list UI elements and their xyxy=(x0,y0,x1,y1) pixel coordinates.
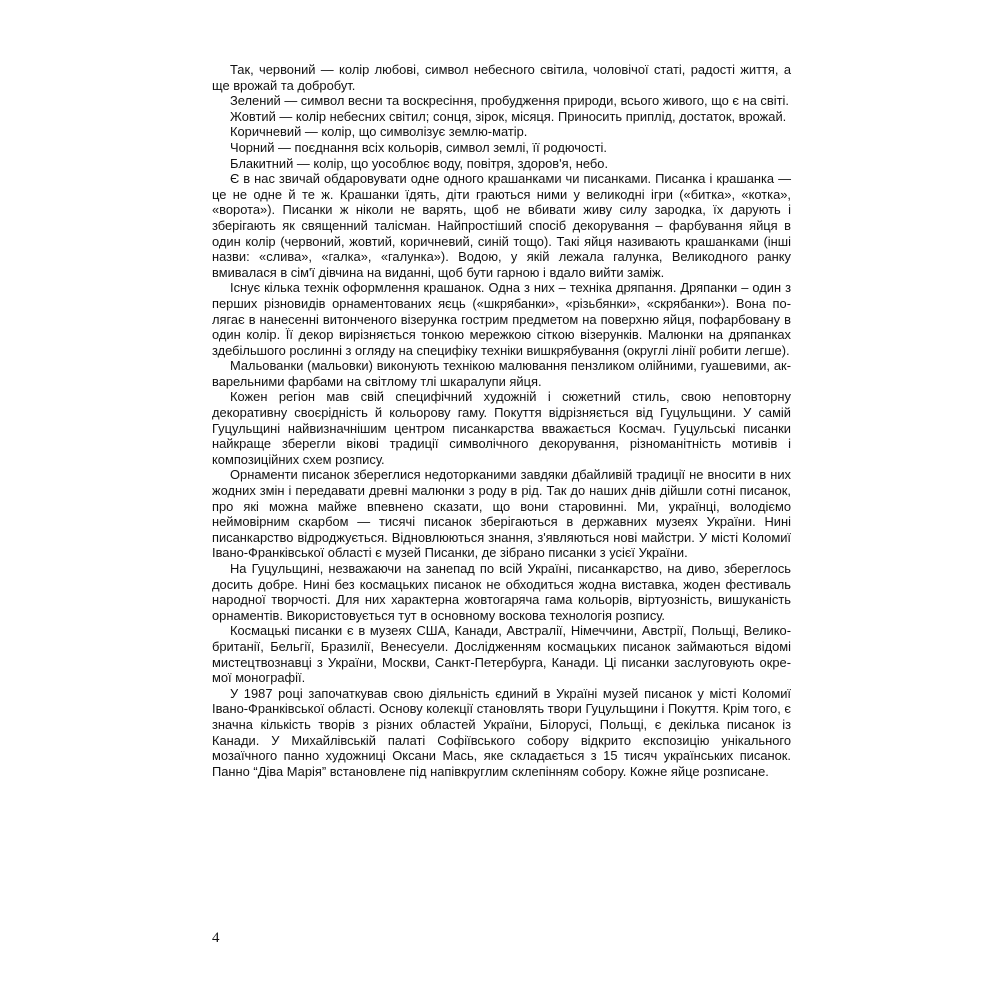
paragraph-ornaments-tradition: Орнаменти писанок збереглися недоторканими завдяки дбайливій традиції не вносити в них жодних змін і передавати древні малюнки з роду в рід. Так до наших днів дійшли сотні писанок, про які можна майже впевнено сказати, що вони старовинні. Ми, українці, володіємо неймовірним скарбом — тисячі писанок зберігаються в державних музеях України. Нині писанкарство відроджується. Відновлюються знання, з'являються нові майстри. У місті Коломиї Івано-Франківської області є музей Писанки, де зібрано писанки з усієї України. xyxy=(212,467,791,561)
paragraph-red-color: Так, червоний — колір любові, символ небесного світила, чоловічої статі, радості життя, а ще врожай та добробут. xyxy=(212,62,791,93)
paragraph-krashanky-custom: Є в нас звичай обдаровувати одне одного крашанками чи писанками. Писанка і крашанка — це не одне й те ж. Крашанки їдять, діти граються ними у великодні ігри («битка», «котка», «ворота»). Писанки ж ніколи не варять, щоб не вбивати живу силу зародка, їх дарують і зберігають як священний талісман. Найпростіший спосіб декорування – фарбування яйця в один колір (червоний, жовтий, коричневий, синій тощо). Такі яйця називають крашанками (інші назви: «слива», «галка», «галунка»). Водою, у якій лежала галунка, Великодного ранку вмивалася в сім'ї дівчина на виданні, щоб бути гарною і вдало вийти заміж. xyxy=(212,171,791,280)
paragraph-black-color: Чорний — поєднання всіх кольорів, символ землі, її родючості. xyxy=(230,139,607,155)
paragraph-malovanky: Мальованки (мальовки) виконують технікою малювання пензликом олійними, гуашевими, акварельними фарбами на світлому тлі шкаралупи яйця. xyxy=(212,358,791,389)
paragraph-regional-style: Кожен регіон мав свій специфічний художній і сюжетний стиль, свою неповторну декоративну своєрідність й кольорову гаму. Покуття відрізняється від Гуцульщини. У самій Гуцульщині найвизначнішим центром писанкарства вважається Космач. Гуцульські писанки найкраще зберегли вікові традиції символічного декорування, різноманітність мотивів і композиційних схем розпису. xyxy=(212,389,791,467)
paragraph-hutsul-pysankarstvo: На Гуцульщині, незважаючи на занепад по всій Україні, писанкарство, на диво, збереглось досить добре. Нині без космацьких писанок не обходиться жодна виставка, жоден фестиваль народної творчості. Для них характерна жовтогаряча гама кольорів, віртуозність, вишуканість орнаментів. Використовується тут в основному воскова технологія розпису. xyxy=(212,561,791,623)
paragraph-blue-color: Блакитний — колір, що уособлює воду, повітря, здоров'я, небо. xyxy=(230,155,609,171)
paragraph-kosmach-museums: Космацькі писанки є в музеях США, Канади, Австралії, Німеччини, Австрії, Польщі, Великобританії, Бельгії, Бразилії, Венесуели. Дослідженням космацьких писанок займаються відомі мистецтвознавці з України, Москви, Санкт-Петербурга, Канади. Ці писанки заслуговують окремої монографії. xyxy=(212,623,791,686)
body-text xyxy=(212,62,791,779)
page-number: 4 xyxy=(212,930,220,946)
paragraph-green-color: Зелений — символ весни та воскресіння, пробудження природи, всього живого, що є на світі. xyxy=(230,93,789,109)
paragraph-yellow-color: Жовтий — колір небесних світил; сонця, зірок, місяця. Приносить приплід, достаток, врожай. xyxy=(230,108,787,124)
paragraph-scratching-technique: Існує кілька технік оформлення крашанок. Одна з них – техніка дряпання. Дряпанки – один з перших різновидів орнаментованих яєць («шкрябанки», «різьбянки», «скрябанки»). Вона полягає в нанесенні витонченого візерунка гострим предметом на поверхню яйця, пофарбовану в один колір. Її декор вирізняється тонкою мережкою сіткою візерунків. Малюнки на дряпанках здебільшого рослинні з огляду на специфіку техніки вишкрябування (округлі лінії робити легше). xyxy=(212,280,791,358)
paragraph-kolomyia-museum: У 1987 році започаткував свою діяльність єдиний в Україні музей писанок у місті Коломиї Івано-Франківської області. Основу колекції становлять твори Гуцульщини і Покуття. Крім того, є значна кількість творів з різних областей України, Білорусі, Польщі, є декілька писанок із Канади. У Михайлівській палаті Софіївського собору відкрито експозицію унікального мозаїчного панно художниці Оксани Мась, яке складається з 15 тисяч українських писанок. Панно “Діва Марія” встановлене під напівкруглим склепінням собору. Кожне яйце розписане. xyxy=(212,685,791,779)
paragraph-brown-color: Коричневий — колір, що символізує землю-матір. xyxy=(230,124,528,140)
